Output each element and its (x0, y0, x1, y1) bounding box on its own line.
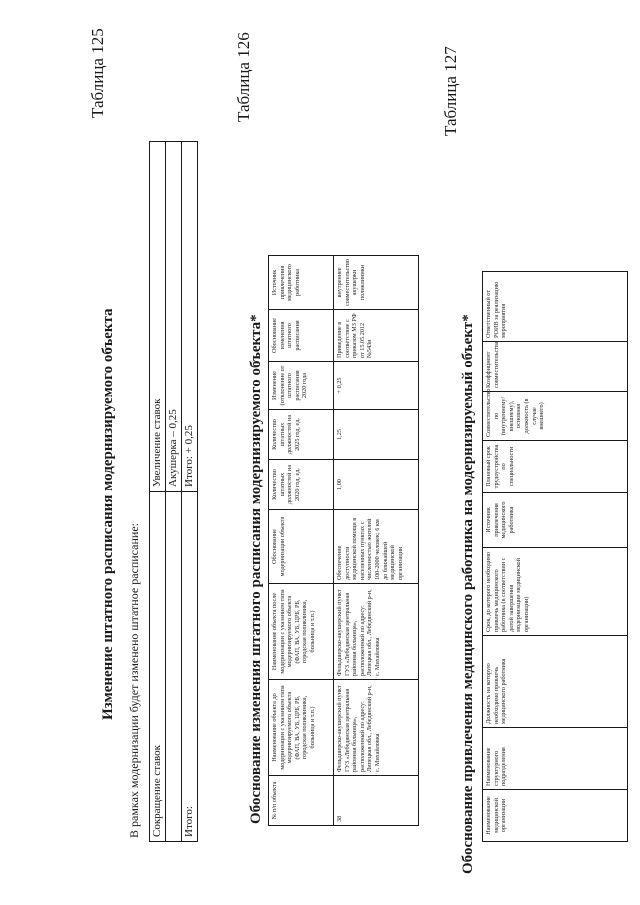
table-cell: Итого: + 0,25 (182, 142, 198, 492)
table-header-cell: Источник привлечения медицинского работника (483, 493, 628, 548)
table-cell: внутреннее совместительство акушерки поликлиники (334, 256, 419, 310)
table-label-125: Таблица 125 (88, 28, 107, 118)
table-header-cell: Количество штатных должностей на 2025 год, ед. (269, 410, 334, 460)
table-header-cell: Наименование медицинской организации (483, 790, 628, 842)
table-header-cell: Обоснование модернизации объекта (269, 510, 334, 584)
table-row (182, 142, 198, 842)
table-cell: Сокращение ставок (150, 492, 166, 842)
table-cell (166, 492, 182, 842)
table-header-cell: Ответственный от РОИВ за реализацию мероприятия (483, 272, 628, 342)
table-cell: Обеспечение доступности медицинской помощи в населенных пунктах с численностью жителей 100-2000 человек; 6 км до ближайшей медицинской организации (334, 510, 419, 584)
section-heading-staffing: Изменение штатного расписания модернизируемого объекта (100, 308, 116, 720)
table-cell: Фельдшерско-акушерский пункт ГУЗ «Лебедянская центральная районная больница», расположенный по адресу: Липецкая обл., Лебедянский р-н, с. Михайловка (334, 584, 419, 680)
table-label-127: Таблица 127 (441, 46, 460, 136)
table-header-cell: № п/п объекта (269, 776, 334, 826)
table-cell: Итого: (182, 492, 198, 842)
table-cell: 1,00 (334, 460, 419, 510)
table-row (334, 256, 419, 826)
table-header-cell: Наименование объекта до модернизации с указанием типа модернизируемого объекта (ФАП, ВА, УБ, ЦРБ, РБ, городская поликлиника, больница и т.п.) (269, 680, 334, 776)
table-cell: + 0,25 (334, 362, 419, 410)
table-header-cell: Количество штатных должностей на 2020 год, ед. (269, 460, 334, 510)
table-row (166, 142, 182, 842)
section-heading-attraction: Обоснование привлечения медицинского работника на модернизируемый объект* (460, 314, 476, 874)
table-cell: Приведение в соответствие с приказом МЗ РФ от 15.05.2012 №543н (334, 310, 419, 362)
table-header-cell: Наименование объекта после модернизации с указанием типа модернизируемого объекта (ФАП, ВА, УБ, ЦРБ, РБ, городская поликлиника, больница и т.п.) (269, 584, 334, 680)
table-header-cell: Изменение (отклонение от штатного расписания 2020 года (269, 362, 334, 410)
table-cell: Акушерка – 0,25 (166, 142, 182, 492)
table-127 (482, 271, 628, 842)
table-header-cell: Срок, до которого необходимо привлечь медицинского работника (в соответствии с датой завершения модернизации медицинской организации) (483, 548, 628, 636)
table-cell: 1,25 (334, 410, 419, 460)
table-cell: Увеличение ставок (150, 142, 166, 492)
table-header-cell: Плановый срок трудоустройства по специальности (483, 441, 628, 493)
table-header-cell: Наименование структурного подразделения (483, 728, 628, 790)
table-header-cell: Совместительство по (внутреннему/внешнему), основная должность (в случае внешнего) (483, 392, 628, 441)
table-126 (268, 255, 419, 826)
table-cell: 38 (334, 776, 419, 826)
table-header-cell: Обоснование изменения штатного расписания (269, 310, 334, 362)
table-header-row (269, 256, 334, 826)
table-header-cell: Источник привлечения медицинского работника (269, 256, 334, 310)
table-header-row (483, 272, 628, 842)
table-header-cell: Должность на которую необходимо привлечь медицинского работника (483, 636, 628, 728)
intro-text: В рамках модернизации будет изменено штатное расписание: (127, 523, 141, 838)
table-cell: Фельдшерско-акушерский пункт ГУЗ «Лебедянская центральная районная больница», расположенный по адресу: Липецкая обл., Лебедянский р-н, с. Михайловка (334, 680, 419, 776)
table-header-cell: Коэффициент совместительства (483, 342, 628, 392)
table-125 (149, 141, 198, 842)
table-row (150, 142, 166, 842)
table-label-126: Таблица 126 (234, 32, 253, 122)
section-heading-justification: Обоснование изменения штатного расписания модернизируемого объекта* (248, 314, 264, 824)
